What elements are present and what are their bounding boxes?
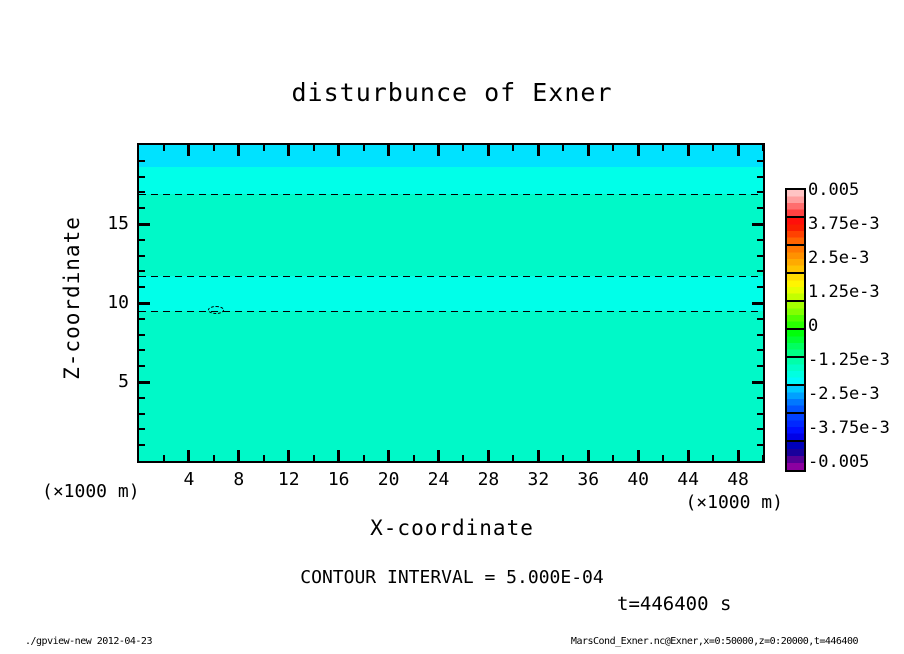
x-minor-tick (712, 145, 714, 151)
x-major-tick (637, 450, 640, 461)
y-minor-tick (757, 444, 763, 446)
y-minor-tick (139, 286, 145, 288)
x-major-tick (687, 450, 690, 461)
x-minor-tick (662, 455, 664, 461)
time-label: t=446400 s (617, 593, 732, 615)
y-minor-tick (139, 270, 145, 272)
y-minor-tick (757, 270, 763, 272)
y-tick-label: 15 (107, 213, 129, 234)
x-tick-label: 20 (377, 469, 400, 490)
x-minor-tick (712, 455, 714, 461)
x-major-tick (287, 145, 290, 156)
x-major-tick (337, 450, 340, 461)
y-major-tick (139, 381, 150, 384)
dashed-contour-line (139, 194, 763, 195)
x-tick-label: 16 (327, 469, 350, 490)
colorbar-tick-label: -0.005 (808, 452, 870, 472)
y-minor-tick (139, 397, 145, 399)
x-minor-tick (213, 145, 215, 151)
y-minor-tick (757, 334, 763, 336)
x-major-tick (287, 450, 290, 461)
x-major-tick (637, 145, 640, 156)
x-minor-tick (612, 455, 614, 461)
y-minor-tick (139, 318, 145, 320)
colorbar-segment (787, 414, 804, 442)
dashed-contour-line (139, 276, 763, 277)
y-minor-tick (757, 349, 763, 351)
x-major-tick (437, 450, 440, 461)
x-major-tick (337, 145, 340, 156)
y-minor-tick (757, 160, 763, 162)
x-minor-tick (512, 455, 514, 461)
x-minor-tick (562, 455, 564, 461)
x-minor-tick (213, 455, 215, 461)
chart-title: disturbunce of Exner (291, 78, 613, 107)
y-minor-tick (139, 207, 145, 209)
x-minor-tick (163, 455, 165, 461)
x-major-tick (187, 450, 190, 461)
x-major-tick (387, 450, 390, 461)
x-tick-label: 32 (527, 469, 550, 490)
x-major-tick (487, 145, 490, 156)
contour-interval-label: CONTOUR INTERVAL = 5.000E-04 (300, 567, 604, 588)
y-minor-tick (757, 286, 763, 288)
colorbar-segment (787, 358, 804, 386)
x-major-tick (737, 450, 740, 461)
colorbar-segment (787, 442, 804, 470)
colorbar-tick-label: 0 (808, 316, 819, 336)
x-major-tick (687, 145, 690, 156)
colorbar-segment (787, 246, 804, 274)
y-minor-tick (757, 365, 763, 367)
x-minor-tick (762, 455, 764, 461)
x-tick-label: 48 (727, 469, 749, 490)
x-major-tick (387, 145, 390, 156)
y-minor-tick (139, 239, 145, 241)
y-major-tick (752, 381, 763, 384)
y-minor-tick (139, 444, 145, 446)
colorbar-tick-label: -3.75e-3 (808, 418, 890, 438)
y-tick-label: 5 (118, 371, 129, 392)
colorbar-segment (787, 218, 804, 246)
contour-fill-band (139, 311, 763, 461)
contour-fill-band (139, 145, 763, 167)
y-minor-tick (757, 176, 763, 178)
y-minor-tick (139, 413, 145, 415)
footer-data-source: MarsCond_Exner.nc@Exner,x=0:50000,z=0:20000,t=446400 (570, 636, 858, 647)
x-minor-tick (462, 455, 464, 461)
x-minor-tick (562, 145, 564, 151)
x-minor-tick (612, 145, 614, 151)
x-minor-tick (163, 145, 165, 151)
y-minor-tick (139, 349, 145, 351)
x-major-tick (537, 450, 540, 461)
y-major-tick (139, 302, 150, 305)
y-minor-tick (139, 160, 145, 162)
x-major-tick (537, 145, 540, 156)
colorbar-segment (787, 302, 804, 330)
x-minor-tick (263, 145, 265, 151)
x-major-tick (187, 145, 190, 156)
x-tick-label: 40 (627, 469, 650, 490)
colorbar-tick-label: 1.25e-3 (808, 282, 880, 302)
x-major-tick (487, 450, 490, 461)
footer-program-date: ./gpview-new 2012-04-23 (25, 636, 152, 647)
y-minor-tick (757, 207, 763, 209)
y-minor-tick (757, 428, 763, 430)
y-minor-tick (139, 176, 145, 178)
x-tick-label: 4 (183, 469, 195, 490)
x-tick-label: 36 (577, 469, 600, 490)
x-minor-tick (363, 145, 365, 151)
x-major-tick (237, 145, 240, 156)
closed-contour-loop (208, 306, 224, 314)
x-major-tick (737, 145, 740, 156)
y-axis-label: Z-coordinate (60, 216, 84, 380)
x-tick-label: 28 (477, 469, 500, 490)
colorbar-tick-label: 2.5e-3 (808, 248, 870, 268)
contour-fill-band (139, 276, 763, 311)
y-minor-tick (139, 255, 145, 257)
x-minor-tick (313, 145, 315, 151)
x-minor-tick (462, 145, 464, 151)
x-minor-tick (762, 145, 764, 151)
x-minor-tick (313, 455, 315, 461)
dashed-contour-line (139, 311, 763, 312)
y-major-tick (752, 302, 763, 305)
x-tick-label: 12 (277, 469, 300, 490)
colorbar-tick-label: 3.75e-3 (808, 214, 880, 234)
colorbar-tick-label: -2.5e-3 (808, 384, 880, 404)
y-minor-tick (757, 255, 763, 257)
y-major-tick (139, 223, 150, 226)
colorbar-tick-label: -1.25e-3 (808, 350, 890, 370)
y-minor-tick (757, 191, 763, 193)
colorbar-segment (787, 190, 804, 218)
x-major-tick (587, 450, 590, 461)
x-minor-tick (512, 145, 514, 151)
x-major-tick (237, 450, 240, 461)
x-axis-label: X-coordinate (370, 516, 534, 540)
x-tick-label: 44 (677, 469, 699, 490)
contour-fill-band (139, 194, 763, 276)
contour-fill-band (139, 167, 763, 194)
plot-area (137, 143, 765, 463)
y-minor-tick (757, 318, 763, 320)
x-minor-tick (662, 145, 664, 151)
z-axis-unit-label: (×1000 m) (42, 481, 140, 502)
x-minor-tick (363, 455, 365, 461)
y-minor-tick (757, 239, 763, 241)
colorbar-segment (787, 274, 804, 302)
x-major-tick (587, 145, 590, 156)
y-tick-label: 10 (107, 292, 129, 313)
x-tick-label: 8 (233, 469, 245, 490)
y-major-tick (752, 223, 763, 226)
colorbar-tick-label: 0.005 (808, 180, 860, 200)
x-axis-unit-label: (×1000 m) (685, 492, 783, 513)
y-minor-tick (139, 334, 145, 336)
x-major-tick (437, 145, 440, 156)
x-minor-tick (263, 455, 265, 461)
colorbar (785, 188, 806, 472)
y-minor-tick (139, 428, 145, 430)
y-minor-tick (139, 191, 145, 193)
colorbar-segment (787, 386, 804, 414)
x-tick-label: 24 (427, 469, 450, 490)
x-minor-tick (413, 145, 415, 151)
y-minor-tick (757, 397, 763, 399)
y-minor-tick (139, 365, 145, 367)
y-minor-tick (757, 413, 763, 415)
x-minor-tick (413, 455, 415, 461)
colorbar-segment (787, 330, 804, 358)
